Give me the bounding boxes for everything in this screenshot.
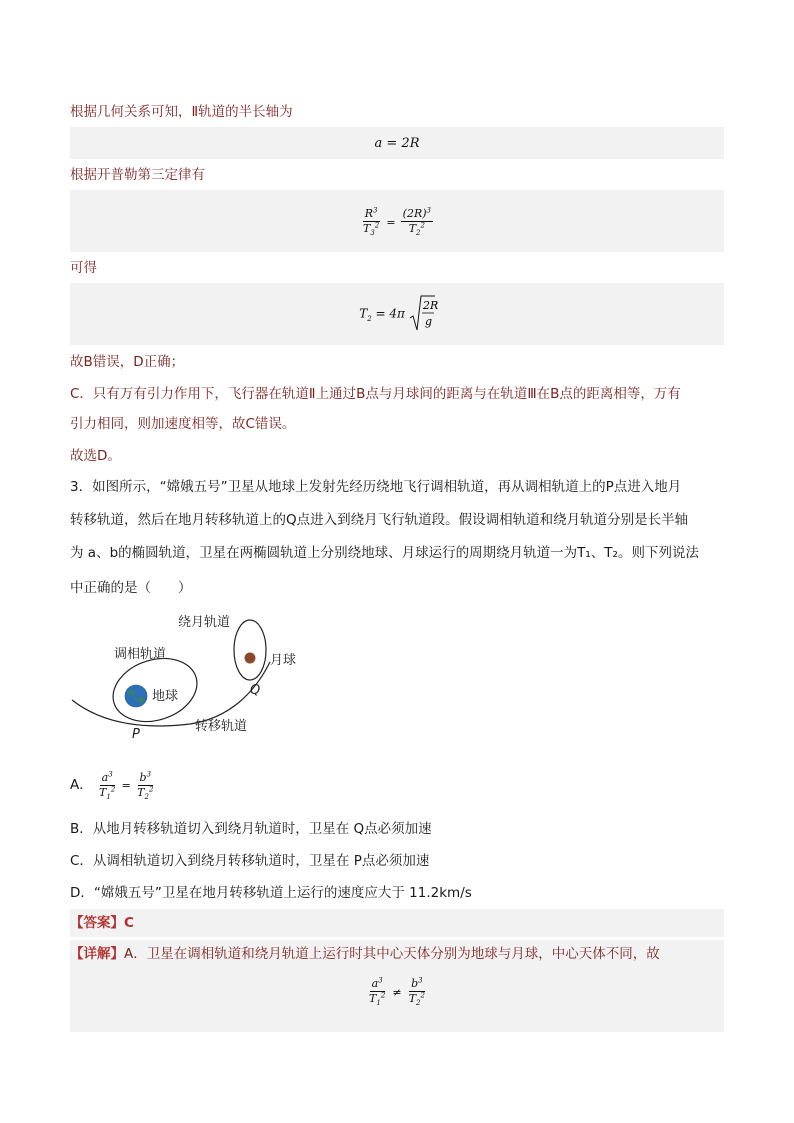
detail-box <box>70 940 724 1032</box>
detail-equation: $\frac{a^3}{T_1^2}$ ≠ $\frac{b^3}{T_2^2}$ <box>369 976 425 1008</box>
detail-text: A．卫星在调相轨道和绕月轨道上运行时其中心天体分别为地球与月球，中心天体不同，故 <box>124 946 660 962</box>
option-c: C．从调相轨道切入到绕月转移轨道时，卫星在 P点必须加速 <box>70 853 430 869</box>
sqrt-sign <box>409 294 439 334</box>
answer-value: C <box>124 915 134 931</box>
text-line: C．只有万有引力作用下，飞行器在轨道Ⅱ上通过B点与月球间的距离与在轨道Ⅲ在B点的距离相等，万有 <box>70 386 681 402</box>
period-equation: $T_2 = 4\pi$ 2R g <box>359 294 435 334</box>
kepler-equation: $\frac{R^3}{T_3^2}$ = $\frac{(2R)^3}{T_2^2}$ <box>362 205 432 237</box>
earth-label: 地球 <box>152 689 179 704</box>
equation: a = 2R <box>374 135 420 151</box>
question-line: 中正确的是（ ） <box>70 580 192 596</box>
svg-text:g: g <box>424 315 432 328</box>
text-line: 根据开普勒第三定律有 <box>70 167 205 183</box>
svg-text:2R: 2R <box>422 299 439 312</box>
phase-orbit-label: 调相轨道 <box>114 647 167 662</box>
moon-label: 月球 <box>270 653 297 668</box>
orbit-diagram <box>70 612 330 742</box>
answer-tag: 【答案】 <box>70 915 124 931</box>
moon-orbit-ellipse <box>234 620 266 680</box>
equation-box <box>70 190 724 252</box>
equation-box <box>70 127 724 159</box>
option-a <box>70 770 155 802</box>
point-q-label: Q <box>250 683 261 698</box>
question-line: 3．如图所示，“嫦娥五号”卫星从地球上发射先经历绕地飞行调相轨道，再从调相轨道上的P点进入地月 <box>70 479 682 495</box>
option-a-label: A． <box>70 777 93 793</box>
option-d: D．“嫦娥五号”卫星在地月转移轨道上运行的速度应大于 11.2km/s <box>70 885 472 901</box>
question-line: 为 a、b的椭圆轨道，卫星在两椭圆轨道上分别绕地球、月球运行的周期绕月轨道一为T₁、T₂。则下列说法 <box>70 545 699 561</box>
text-line: 故B错误，D正确； <box>70 354 185 370</box>
text-line: 可得 <box>70 260 97 276</box>
option-a-equation: $\frac{a^3}{T_1^2}$ = $\frac{b^3}{T_2^2}$ <box>99 770 154 802</box>
text-line: 根据几何关系可知，Ⅱ轨道的半长轴为 <box>70 104 293 120</box>
text-line: 引力相同，则加速度相等，故C错误。 <box>70 416 296 432</box>
point-p-label: P <box>132 727 140 742</box>
answer-box <box>70 909 724 937</box>
detail-tag: 【详解】 <box>70 946 124 962</box>
option-b: B．从地月转移轨道切入到绕月轨道时，卫星在 Q点必须加速 <box>70 821 432 837</box>
question-line: 转移轨道，然后在地月转移轨道上的Q点进入到绕月飞行轨道段。假设调相轨道和绕月轨道分别是长半轴 <box>70 512 689 528</box>
text-line: 故选D。 <box>70 448 121 464</box>
equation-box <box>70 283 724 345</box>
moon-icon <box>245 653 256 664</box>
moon-orbit-label: 绕月轨道 <box>178 615 231 630</box>
transfer-orbit-label: 转移轨道 <box>195 719 248 734</box>
